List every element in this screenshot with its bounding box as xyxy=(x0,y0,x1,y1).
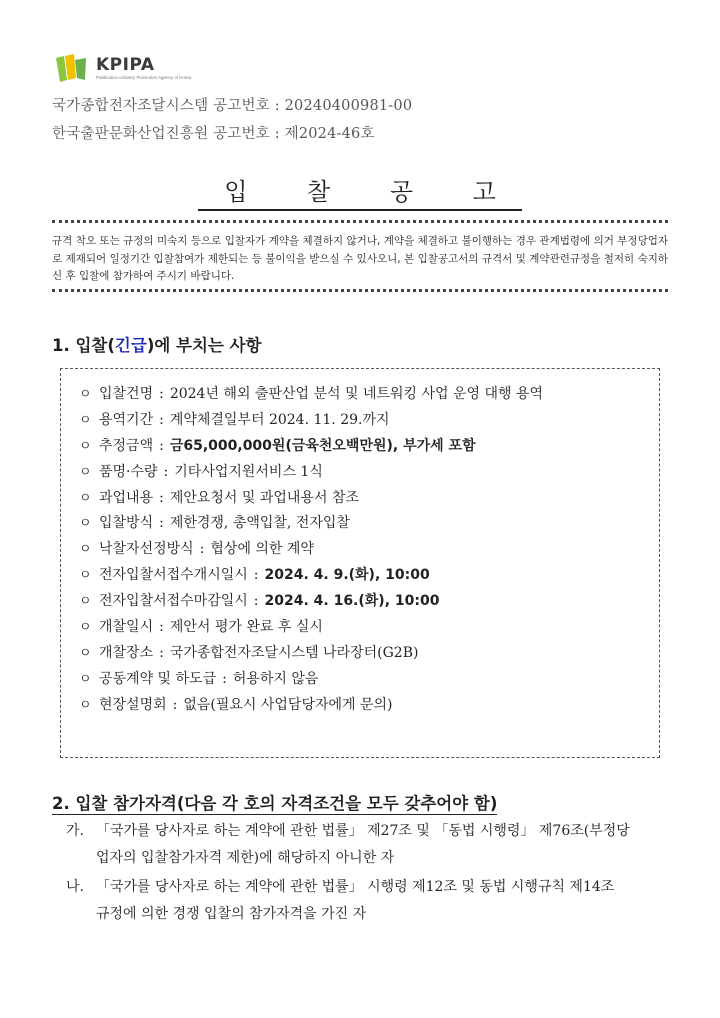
kpipa-notice-number: 한국출판문화산업진흥원 공고번호 : 제2024-46호 xyxy=(52,126,375,142)
detail-item: ㅇ 전자입찰서접수마감일시 : 2024. 4. 16.(화), 10:00 xyxy=(79,593,440,610)
detail-item: ㅇ 입찰방식 : 제한경쟁, 총액입찰, 전자입찰 xyxy=(79,515,350,532)
detail-item: ㅇ 개찰장소 : 국가종합전자조달시스템 나라장터(G2B) xyxy=(79,644,419,661)
warning-text: 규격 착오 또는 규정의 미숙지 등으로 입찰자가 계약을 체결하지 않거나, 계약을 체결하고 불이행하는 경우 관계법령에 의거 부정당업자로 제재되어 일정기간 입찰참여가 제한되는 등 불이익을 받으실 수 있사오니, 본 입찰공고서의 규격서 및 계약관련규정을 철저히 숙지하신 후 입찰에 참가하여 주시기 바랍니다. xyxy=(52,235,668,282)
page-title: 입 찰 공 고 xyxy=(0,172,720,207)
divider-top xyxy=(52,220,668,231)
detail-item: ㅇ 공동계약 및 하도급 : 허용하지 않음 xyxy=(79,670,319,687)
section1-highlight: 긴급 xyxy=(114,336,147,355)
qualification-item: 나. 「국가를 당사자로 하는 계약에 관한 법률」 시행령 제12조 및 동법 시행규칙 제14조 규정에 의한 경쟁 입찰의 참가자격을 가진 자 xyxy=(66,879,615,922)
detail-item: ㅇ 용역기간 : 계약체결일부터 2024. 11. 29.까지 xyxy=(79,411,390,428)
g2b-notice-number: 국가종합전자조달시스템 공고번호 : 20240400981-00 xyxy=(52,98,413,114)
section1-heading: 1. 입찰(긴급)에 부치는 사항 xyxy=(52,336,262,355)
warning-notice xyxy=(52,214,668,296)
logo-name: KPIPA xyxy=(96,55,155,76)
detail-item: ㅇ 과업내용 : 제안요청서 및 과업내용서 참조 xyxy=(79,489,359,506)
detail-item: ㅇ 품명·수량 : 기타사업지원서비스 1식 xyxy=(79,463,323,480)
kpipa-logo-icon xyxy=(56,54,90,84)
section2-heading: 2. 입찰 참가자격(다음 각 호의 자격조건을 모두 갖추어야 함) xyxy=(52,794,498,813)
detail-item: ㅇ 전자입찰서접수개시일시 : 2024. 4. 9.(화), 10:00 xyxy=(79,567,430,584)
qualification-item: 가. 「국가를 당사자로 하는 계약에 관한 법률」 제27조 및 「동법 시행령」 제76조(부정당 업자의 입찰참가자격 제한)에 해당하지 아니한 자 xyxy=(66,823,630,866)
detail-item: ㅇ 낙찰자선정방식 : 협상에 의한 계약 xyxy=(79,541,314,558)
detail-item: ㅇ 입찰건명 : 2024년 해외 출판산업 분석 및 네트워킹 사업 운영 대행 용역 xyxy=(79,386,544,402)
bid-details-box xyxy=(60,368,660,758)
kpipa-logo xyxy=(56,54,191,84)
detail-item: ㅇ 추정금액 : 금65,000,000원(금육천오백만원), 부가세 포함 xyxy=(79,437,476,454)
logo-subtitle: Publication Industry Promotion Agency of Korea xyxy=(96,75,192,81)
detail-item: ㅇ 현장설명회 : 없음(필요시 사업담당자에게 문의) xyxy=(79,696,393,713)
divider-bottom xyxy=(52,289,668,300)
detail-item: ㅇ 개찰일시 : 제안서 평가 완료 후 실시 xyxy=(79,619,323,636)
